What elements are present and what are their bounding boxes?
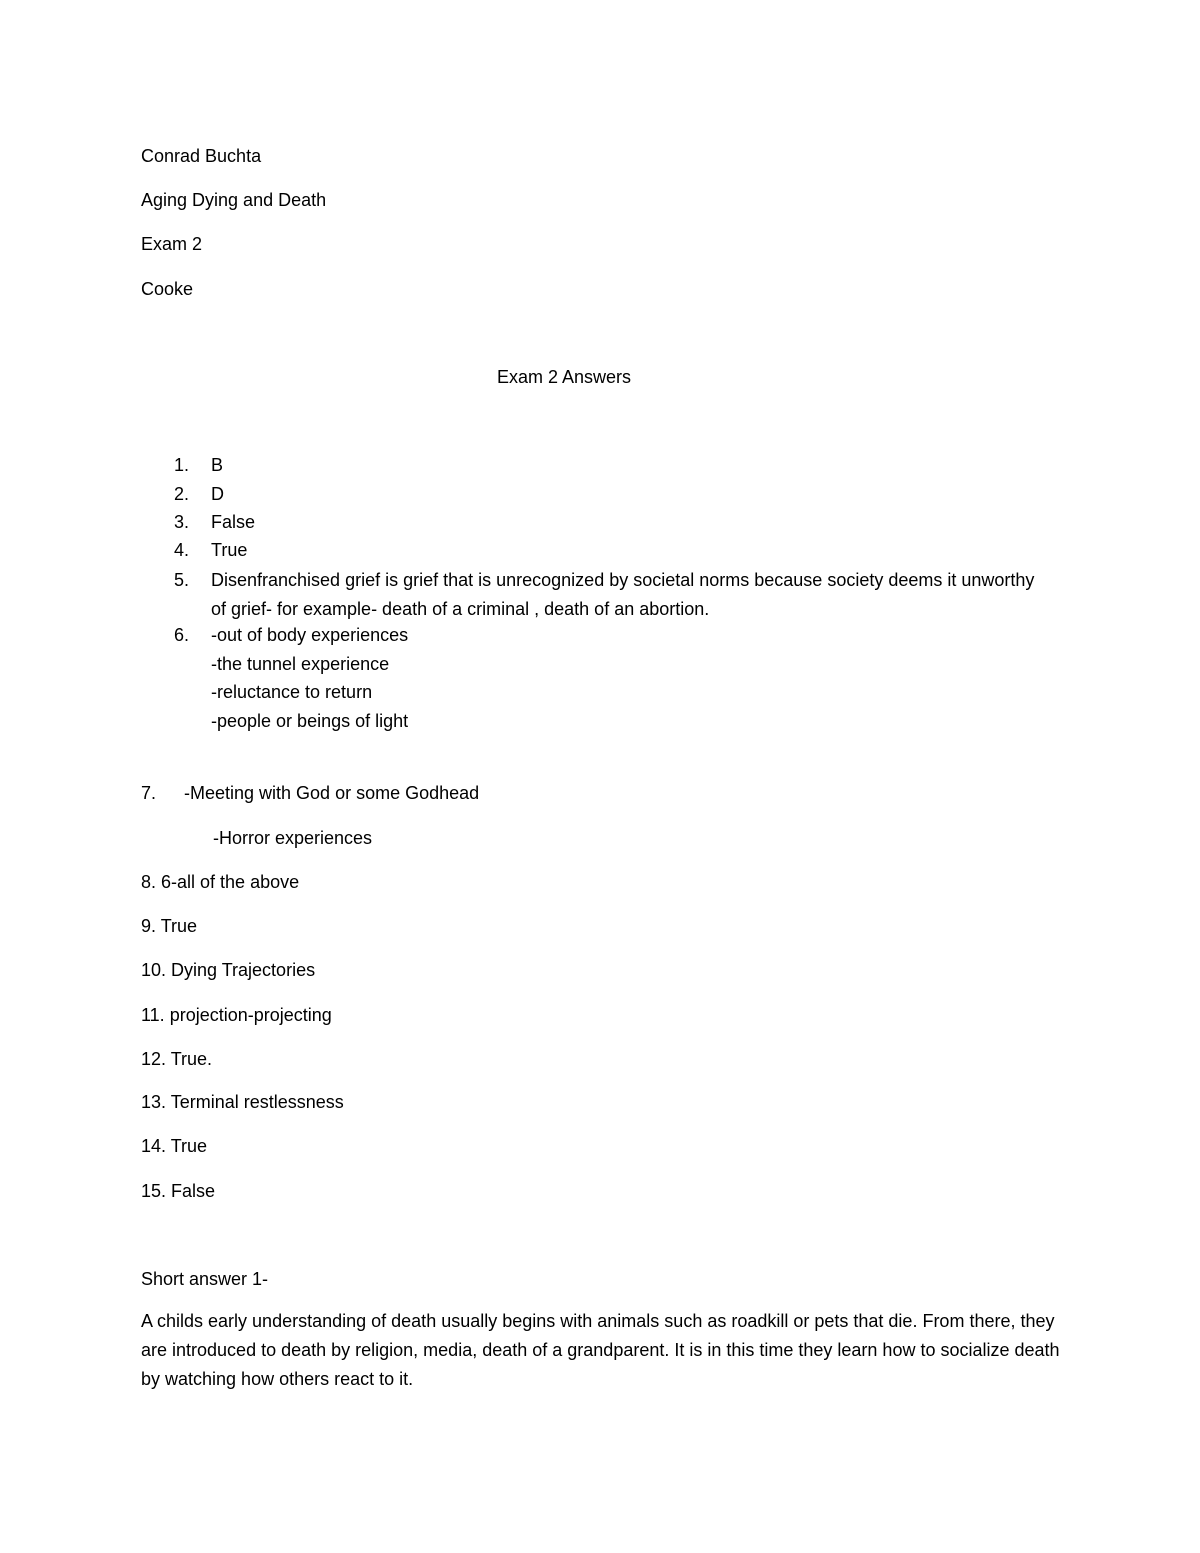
list-number: 1. <box>174 455 190 475</box>
list-text: -out of body experiences <box>211 625 409 645</box>
answer-line: 11. projection-projecting <box>141 1005 332 1025</box>
list-number: 5. <box>174 570 190 590</box>
answer-line: 8. 6-all of the above <box>141 872 300 892</box>
list-number: 7. <box>141 783 157 803</box>
short-answer-body: A childs early understanding of death usually begins with animals such as roadkill or pets that die. From there, they are introduced to death by religion, media, death of a grandparent. It is in this time they learn how to socialize death by watching how others react to it. <box>141 1311 1060 1389</box>
list-text: B <box>211 455 224 475</box>
list-number: 3. <box>174 512 190 532</box>
list-text: -reluctance to return <box>211 682 373 702</box>
answer-line: 10. Dying Trajectories <box>141 960 316 980</box>
instructor-name: Cooke <box>141 279 194 299</box>
answer-line: 13. Terminal restlessness <box>141 1092 344 1112</box>
list-text: -Meeting with God or some Godhead <box>184 783 480 803</box>
list-text: False <box>211 512 256 532</box>
list-text: -the tunnel experience <box>211 654 390 674</box>
answer-line: 9. True <box>141 916 198 936</box>
list-text: -Horror experiences <box>213 828 373 848</box>
student-name: Conrad Buchta <box>141 146 262 166</box>
document-title: Exam 2 Answers <box>496 367 632 387</box>
answer-line: 14. True <box>141 1136 208 1156</box>
list-number: 4. <box>174 540 190 560</box>
answer-line: 15. False <box>141 1181 216 1201</box>
exam-label: Exam 2 <box>141 234 203 254</box>
list-number: 6. <box>174 625 190 645</box>
list-text: True <box>211 540 248 560</box>
list-text: Disenfranchised grief is grief that is unrecognized by societal norms because society deems it unworthy of grief- for example- death of a criminal , death of an abortion. <box>211 570 1035 619</box>
short-answer-heading: Short answer 1- <box>141 1269 269 1289</box>
course-name: Aging Dying and Death <box>141 190 327 210</box>
list-text: D <box>211 484 224 504</box>
answer-line: 12. True. <box>141 1049 213 1069</box>
list-number: 2. <box>174 484 190 504</box>
list-text: -people or beings of light <box>211 711 409 731</box>
